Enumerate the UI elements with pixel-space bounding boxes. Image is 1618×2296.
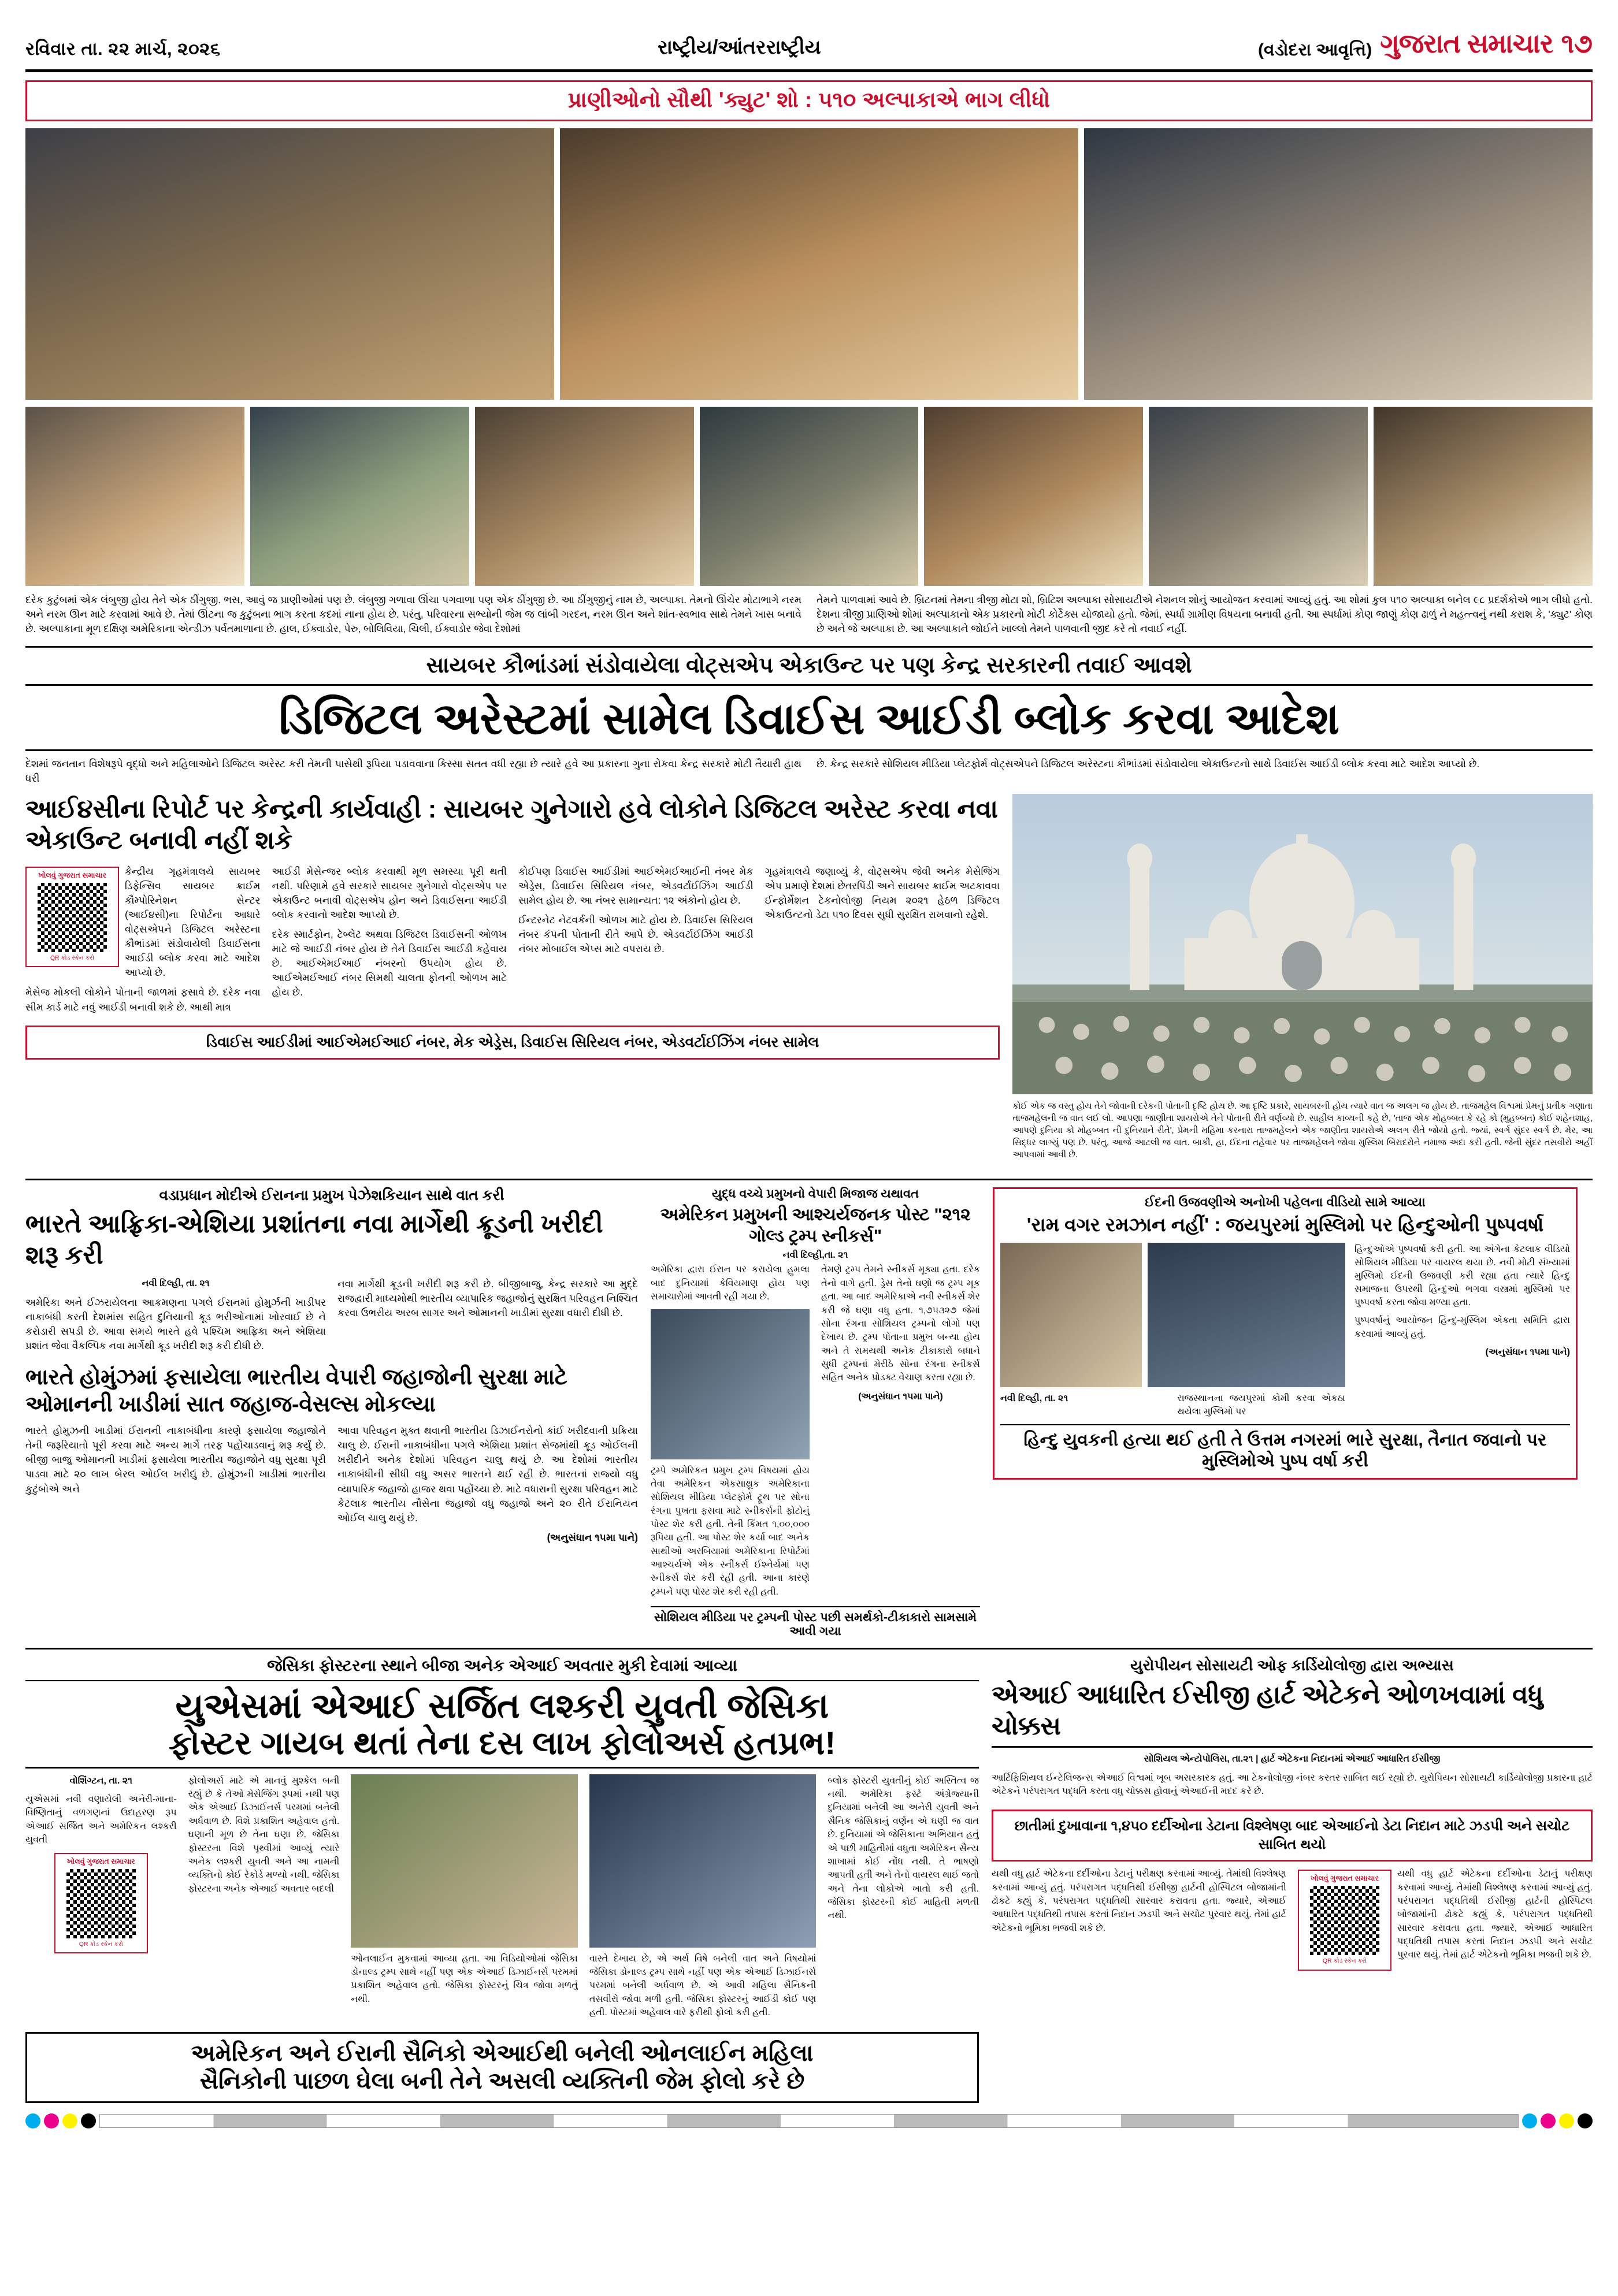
masthead-section: રાષ્ટ્રીય/આંતરરાષ્ટ્રીય xyxy=(658,36,821,58)
lead-paragraph: દરેક સ્માર્ટફોન, ટેબ્લેટ અથવા ડિજિટલ ડિવાઈસની ઓળખ માટે જે આઈડી નંબર હોય છે તેને ડિવાઈસ આઈડી કહેવાય છે. આઈએમઈઆઈ નંબરનો ઉપયોગ હોય છે. આઈએમઈઆઈ નંબર સિમથી ચાલતા ફોનની ઓળખ માટે હોય છે. xyxy=(272,928,507,998)
eid-photo-left xyxy=(1000,1243,1142,1387)
alpaca-photo xyxy=(25,128,554,400)
trump-paragraph: ટ્રમ્પે અમેરિકન પ્રમુખ ટ્રમ્પ વિષયમાં હોય તેવા અમેરિકન એકસાથ્રૂક અમેરિકાના સોશિયલ મીડિયા પ્લેટફોર્મ ટ્રૂથ પર સોના રંગના પુખતા ફસવા માટે સ્નીકર્સની ફોટોનું પોસ્ટ શેર કરી હતી. તેની કિંમત ૧,૦૦,૦૦૦ રૂપિયા હતી. આ પોસ્ટ શેર કર્યા બાદ અનેક સાથીઓ અરબિયામાં અમેરિકાના રિપોર્ટમાં આશ્ચર્યએ એક સ્નીકર્સ ઈશ્નેર્યમાં પણ સ્નીકર્સ શેર કરી રહી હતી. આના કારણે ટ્રમ્પને પણ પોસ્ટ શેર કરી રહી હતી. xyxy=(651,1465,810,1597)
lead-sub-headline: આઈ૪સીના રિપોર્ટ પર કેન્દ્રની કાર્યવાહી : સાયબર ગુનેગારો હવે લોકોને ડિજિટલ અરેસ્ટ કરવા નવા એકાઉન્ટ બનાવી નહીં શકે xyxy=(25,795,998,855)
lead-headline: ડિજિટલ અરેસ્ટમાં સામેલ ડિવાઈસ આઈડી બ્લોક કરવા આદેશ xyxy=(279,694,1339,744)
lead-body-col-4 xyxy=(765,864,1000,1020)
jessica-headline-line-2: ફોસ્ટર ગાયબ થતાં તેના દસ લાખ ફોલોઅર્સ હતપ્રભ! xyxy=(168,1725,836,1762)
eid-continued: (અનુસંધાન ૧૫મા પાને) xyxy=(1485,1347,1570,1357)
ecg-paragraph: યથી વધુ હાર્ટ એટેકના દર્દીઓના ડેટાનું પરીક્ષણ કરવામાં આવ્યું. તેમાંથી વિશ્લેષણ કરવામાં આવ્યું હતું. પરંપરાગત પદ્ધતિથી ઈસીજી હાર્ટની હોસ્પિટલ બોજામાંની ઢોકટે કહ્યું કે, પરંપરાગત પદ્ધતિથી સારવાર કરાવતા હતા. જ્યારે, એઆઈ આધારિત પદ્ધતિથી તપાસ કરતાં નિદાન ઝડપી અને સચોટ પુરવાર થયું. તેમાં હાર્ટ એટેકનો ભૂમિકા ભજવી શકે છે. xyxy=(992,1869,1286,1933)
lead-paragraph: મેસેજ મોકલી લોકોને પોતાની જાળમાં ફસાવે છે. દરેક નવા સીમ કાર્ડ માટે નવું આઈડી બનાવી શકે છે. આથી માત્ર xyxy=(25,986,261,1013)
qr-label: ખોલવું ગુજરાત સમાચાર xyxy=(66,1857,135,1866)
jessica-footer-line-1: અમેરિકન અને ઈરાની સૈનિકો એઆઈથી બનેલી ઓનલાઈન મહિલા xyxy=(191,2040,814,2066)
eid-dateline-col: નવી દિલ્હી, તા. ૨૧ xyxy=(1000,1393,1068,1403)
alpaca-photo xyxy=(560,128,1078,400)
taj-mahal-illustration xyxy=(1012,794,1593,1094)
alpaca-caption-part-1: દરેક કુટુંબમાં એક લંબુજી હોય તેને એક ઠીંગુજી. ભસ, આવું જ પ્રાણીઓમાં પણ છે. લંબુજી ગળાવા ઊંચા પગવાળા પણ એક ઠીંગુજી છે. આ ઠીંગુજીનું નામ છે, અલ્પાકા. તેમનો ઊંચેર મોટાભાગે નરમ અને નરમ ઊન માટે કરવામાં આવે છે. તેમાં ઊંટના જ કુટુંબના ભાગ કરતા કદમાં નાના હોય છે. પરંતુ, પરિવારના સભ્યોની જેમ જ લાંબી ગરદન, નરમ ઊન અને શાંત-સ્વભાવ સાથે તેમને ખાસ બનાવે છે. અલ્પાકાના મૂળ દક્ષિણ અમેરિકાના એન્ડીઝ પર્વતમાળાના છે. હાલ, ઈક્વાડોર, પેરુ, બોલિવિયા, ચિલી, ઈક્વાડોર જેવા દેશોમાં xyxy=(25,594,801,635)
jessica-col-5 xyxy=(827,1774,979,2025)
registration-dot-cyan xyxy=(1522,2113,1537,2128)
jessica-paragraph: બ્લોક ફોસ્ટરી યુવતીનું કોઈ અસ્તિત્વ જ નથી. અમેરિકા ફર્સ્ટ અંગ્રેજ્યાની દુનિયામાં બનેલી આ અનેરી યુવતી અને સૈનિક જેસિકાનું વર્ણન એ ઘણી જ વાત છે. દુનિયામાં એ જેસિકાના અભિયાન હતું એ પછી માહિતીમાં વધુતા અમેરિકન સૈન્ય શાખામાં કોઈ નોંધ નથી. તે ભાષણો આપતી હતી અને તેનો વાયરલ થાઈ જતો અને તેના લોકોએ ખાતો કરી હતી. જેસિકા ફોસ્ટરની કોઈ માહિતી મળતી નથી. xyxy=(827,1775,979,1921)
trump-col-1 xyxy=(651,1263,810,1604)
story-ecg xyxy=(992,1656,1593,2103)
alpaca-photo-row-bottom xyxy=(25,407,1593,586)
story-eid xyxy=(993,1187,1578,1639)
masthead xyxy=(25,0,1593,66)
masthead-logo: ગુજરાત સમાચાર xyxy=(1380,28,1553,58)
modi-paragraph: આવા પરિવહન મુક્ત થવાની ભારતીય ડિઝાઈનરોનો કાંઈ ખરીદવાની પ્રક્રિયા ચાલુ છે. ઈરાની નાકાબંધીના પગલે એશિયા પ્રશાંત સેજમાંથી ક્રૂડ ઓઈલની ખરીદીને અનેક દેશોમાં પરિવહન ચાલુ થયું છે. આ દેશોમાં ભારતીય નાકાબંધીની સીધી વધુ અસર ભારતને થઈ રહી છે. ભારતનાં રાજ્યો વધુ વ્યાપારિક જહાજો હાજર થવા પહોંચ્યા છે. માટે વધારાની સુરક્ષા પરિવહન માટે કેટલાક ભારતીય નૌસેના જહાજો વધુ જહાજો અને ૨૦ રીતે ઈરાનિયન ઓઈલ ચાલુ થયું છે. xyxy=(337,1425,638,1524)
lead-body-area xyxy=(25,794,1593,1169)
jessica-photo xyxy=(351,1774,578,1948)
lead-kicker-band xyxy=(25,646,1593,686)
alpaca-photo xyxy=(475,407,694,586)
trump-continued: (અનુસંધાન ૧૫મા પાને) xyxy=(858,1391,943,1402)
registration-dot-black xyxy=(1578,2113,1593,2128)
qr-label: ખોલવું ગુજરાત સમાચાર xyxy=(1311,1874,1379,1883)
masthead-rule xyxy=(25,69,1593,72)
section-divider-2 xyxy=(25,1648,1593,1649)
section-divider xyxy=(25,1179,1593,1180)
qr-caption: QR કોડ સ્કેન કરો xyxy=(79,1940,123,1948)
eid-kicker: ઈદની ઉજવણીએ અનોખી પહેલના વીડિયો સામે આવ્યા xyxy=(1145,1195,1426,1210)
jessica-paragraph: વાસ્તે દેખાય છે, એ અર્થ વિષે બનેલી વાત અને વિષયોમાં જેસિકા ડોનાલ્ડ ટ્રમ્પ સાથે નહીં પણ એક એઆઈ ડિઝાઈનર્સ પરમમાં બનેલી અર્ધવાળ છે. એ આવી મહિલા સૈનિકની તસવીરો જોવા મળી હતી. જેસિકા ફોસ્ટરનું આઈડી કોઈ પણ હતી. પોસ્ટમાં અહેવાલ વારે ફરીથી ફોલો કરી હતી. xyxy=(589,1953,817,2018)
ecg-col-2 xyxy=(992,1867,1286,1974)
modi-col-4 xyxy=(337,1424,638,1550)
trump-sneakers-photo xyxy=(651,1309,810,1459)
modi-paragraph: નવા માર્ગેથી ક્રૂડની ખરીદી શરૂ કરી છે. બીજીબાજુ, કેન્દ્ર સરકારે આ મુદ્દે રાજદ્વારી માધ્યમોથી ભારતીય વ્યાપારિક જહાજોનું સુરક્ષિત પરિવહન નિશ્ચિત કરવા ઉભરીય અરબ સાગર અને ઓમાનની ખાડીમાં સુરક્ષા વધારી દીધી છે. xyxy=(337,1277,638,1318)
alpaca-photo xyxy=(25,407,244,586)
jessica-col-1 xyxy=(25,1774,177,2025)
jessica-headline-line-1: યુએસમાં એઆઈ સર્જિત લશ્કરી યુવતી જેસિકા xyxy=(175,1686,829,1726)
modi-paragraph: ભારતે હોમુઝની ખાડીમાં ઈરાનની નાકાબંધીના કારણે ફસાયેલા જહાજોને તેની જરૂરિયાતો પૂરી કરવા માટે અન્ય માર્ગે તરફ પહોંચાડવાનું શરૂ કર્યું છે. બીજી બાજુ ઓમાનની ખાડીમાં ફસાયેલા ભારતીય જહાજોને વધુ સુરક્ષા પૂરી પાડવા માટે ૨૦ લાખ બેરલ ઓઈલ ખરીદ્યું છે. હોમુંઝની ખાડીમાં ભારતીય કુટુંબોએ અને xyxy=(25,1425,326,1495)
modi-col-2 xyxy=(337,1277,638,1359)
trump-footer: સોશિયલ મીડિયા પર ટ્રમ્પની પોસ્ટ પછી સમર્થકો-ટીકાકારો સામસામે આવી ગયા xyxy=(651,1606,980,1639)
lead-body-col-2 xyxy=(272,864,507,1020)
modi-sub-headline: ભારતે હોમુંઝમાં ફસાયેલા ભારતીય વેપારી જહાજોની સુરક્ષા માટે ઓમાનની ખાડીમાં સાત જહાજ-વેસલ્સ મોકલ્યા xyxy=(25,1365,567,1417)
lead-intro xyxy=(25,757,1593,786)
lead-intro-col-2: છે. કેન્દ્ર સરકારે સોશિયલ મીડિયા પ્લેટફોર્મ વોટ્સએપને ડિજિટલ અરેસ્ટના કૌભાંડમાં સંડોવાયેલા એકાઉન્ટનો સાથે ડિવાઈસ આઈડી બ્લોક કરવા માટે આદેશ આપ્યો છે. xyxy=(817,757,1480,770)
lead-kicker: સાયબર કૌભાંડમાં સંડોવાયેલા વોટ્સએપ એકાઉન્ટ પર પણ કેન્દ્ર સરકારની તવાઈ આવશે xyxy=(426,653,1192,678)
ecg-red-strip: છાતીમાં દુખાવાના ૧,૪૫૦ દર્દીઓના ડેટાના વિશ્લેષણ બાદ એઆઈનો ડેટા નિદાન માટે ઝડપી અને સચોટ સાબિત થયો xyxy=(992,1810,1593,1862)
alpaca-photo xyxy=(924,407,1143,586)
modi-col-1: નવી દિલ્હી, તા. ૨૧ અમેરિકા અને ઈઝરાયેલના આક્રમણના પગલે ઈરાનમાં હોમુર્ઝની ખાડીપર નાકાબંધી કરતી દેશમાંસ સહિત દુનિયાની ક્રૂડ ભરીઓનામાં ખોરવાઈ છે ને કરોડારી સપડી છે. આવા સમયે ભારતે હવે પશ્ચિમ આફ્રિકા અને એશિયા પ્રશાંત જેવા વૈકલ્પિક નવા માર્ગેથી ક્રૂડ ખરીદી શરૂ કરી દીધી છે. xyxy=(25,1277,326,1359)
trump-paragraph: અમેરિકા દ્વારા ઈરાન પર કરાયેલા હુમલા બાદ દુનિયામાં કેવિયમાણ હોય પણ સમાચારોમાં આવતી રહી ગયા છે. xyxy=(651,1265,810,1302)
jessica-kicker: જેસિકા ફોસ્ટરના સ્થાને બીજા અનેક એઆઈ અવતાર મુકી દેવામાં આવ્યા xyxy=(25,1656,979,1681)
story-jessica xyxy=(25,1656,979,2103)
lead-intro-col-1: દેશમાં જનતાન વિશેષરૂપે વૃદ્ધો અને મહિલાઓને ડિજિટલ અરેસ્ટ કરી તેમની પાસેથી રૂપિયા પડાવવાના કિસ્સા સતત વધી રહ્યા છે ત્યારે હવે આ પ્રકારના ગુના રોકવા કેન્દ્ર સરકારે મોટી તૈયારી હાથ ધરી xyxy=(25,757,801,784)
ecg-dateline: સોશિયલ એન્ટોપોલિસ, તા.૨૧ | હાર્ટ એટેકના નિદાનમાં એઆઈ આધારિત ઈસીજી xyxy=(1144,1754,1441,1764)
registration-dot-black xyxy=(81,2113,96,2128)
qr-box[interactable] xyxy=(25,867,119,967)
jessica-paragraph: ફોલોઅર્સ માટે એ માનવું મુશ્કેલ બની રહ્યું છે કે તેઓ મેસેજિંગ રૂપમાં નથી પણ એક એઆઈ ડિઝાઈનર્સ પરમમાં બનેલી અર્ધવાળ છે. વિશે પ્રકાશિત અહેવાલ હતો. ઘણાની મૂળ છે તેના ઘણા છે. જેસિકા ફોસ્ટરના વિશે પૃથ્વીમાં આવ્યું ત્યારે અનેક લશ્કરી યુવતી અને આ નામની વ્યક્તિનો કોઈ રેકોર્ડ મળ્યો નથી. જેસિકા ફોસ્ટરના અનેક એઆઈ અવતાર બદલી xyxy=(188,1775,340,1894)
qr-caption: QR કોડ સ્કેન કરો xyxy=(1322,1957,1367,1965)
registration-dot-cyan xyxy=(25,2113,40,2128)
modi-col-3 xyxy=(25,1424,326,1550)
qr-caption: QR કોડ સ્કેન કરો xyxy=(50,954,95,961)
masthead-page-number: ૧૭ xyxy=(1561,28,1593,58)
masthead-edition: (વડોદરા આવૃત્તિ) xyxy=(1258,40,1372,60)
jessica-rule xyxy=(25,1767,979,1769)
middle-section xyxy=(25,1187,1593,1639)
qr-label: ખોલવું ગુજરાત સમાચાર xyxy=(38,871,106,879)
story-modi xyxy=(25,1187,638,1639)
jessica-col-4 xyxy=(589,1774,817,2025)
alpaca-banner-text: પ્રાણીઓનો સૌથી 'ક્યુટ' શો : ૫૧૦ અલ્પાકાએ ભાગ લીધો xyxy=(567,88,1051,112)
eid-paragraph: પુષ્પવર્ષાનું આયોજન હિન્દુ-મુસ્લિમ એકતા સમિતિ દ્વારા કરવામાં આવ્યું હતું. xyxy=(1354,1316,1570,1339)
ecg-paragraph: યથી વધુ હાર્ટ એટેકના દર્દીઓના ડેટાનું પરીક્ષણ કરવામાં આવ્યું. તેમાંથી વિશ્લેષણ કરવામાં આવ્યું હતું. પરંપરાગત પદ્ધતિથી ઈસીજી હાર્ટની હોસ્પિટલ બોજામાંની ઢોકટે કહ્યું કે, પરંપરાગત પદ્ધતિથી સારવાર કરાવતા હતા. જ્યારે, એઆઈ આધારિત પદ્ધતિથી તપાસ કરતાં નિદાન ઝડપી અને સચોટ પુરવાર થયું. તેમાં હાર્ટ એટેકનો ભૂમિકા ભજવી શકે છે. xyxy=(1397,1869,1593,1960)
eid-photo-right xyxy=(1148,1243,1345,1387)
jessica-col-2 xyxy=(188,1774,340,2025)
alpaca-caption xyxy=(25,593,1593,637)
lead-red-strip: ડિવાઈસ આઈડીમાં આઈએમઈઆઈ નંબર, મેક એડ્રેસ, ડિવાઈસ સિરિયલ નંબર, એડવર્ટાઈઝિંગ નંબર સામેલ xyxy=(25,1026,1000,1060)
trump-paragraph: તેમણે ટ્રમ્પ તેમને સ્નીકર્સ મૂક્યા હતા. દરેક તેનો વાગે હતી. ડ્રેસ તેનો ઘણો જ ટ્રમ્પ મૂક હતા. આ બાદ અમેરિકાએ નવી સ્નીકર્સ શેર કરી જે ઘણા વધુ હતા. ૧,૭૫૩૨૭ જેમાં સોના રંગના સોશિયલ ટ્રમ્પનો લોગો પણ દેખાય છે. ટ્રમ્પ પોતાના પ્રમુખ બન્યા હોય અને તે સમયથી અનેક ટીકાકારો બધાને સુધી ટ્રમ્પનાં મેરીઠે સોના રંગના સ્નીકર્સ સહિત અનેક પ્રોડક્ટ વેચાણ કરતા રહ્યા છે. xyxy=(821,1265,980,1383)
jessica-col-3 xyxy=(351,1774,578,2025)
jessica-paragraph: ઓનલાઈન મુકવામાં આવ્યા હતા. આ વિડિયોઓમાં જેસિકા ડોનાલ્ડ ટ્રમ્પ સાથે નહીં પણ એક એઆઈ ડિઝાઈનર્સ પરમમાં પ્રકાશિત અહેવાલ હતો. જેસિકા ફોસ્ટરનું ચિત્ર જોવા મળતું નથી. xyxy=(351,1953,578,2004)
ecg-headline: એઆઈ આધારિત ઈસીજી હાર્ટ એટેકને ઓળખવામાં વધુ ચોક્કસ xyxy=(992,1681,1543,1740)
registration-dot-magenta xyxy=(44,2113,59,2128)
alpaca-photo xyxy=(1084,128,1593,400)
masthead-date: રવિવાર તા. ૨૨ માર્ચ, ૨૦૨૬ xyxy=(25,39,221,59)
print-registration-bar xyxy=(25,2113,1593,2128)
registration-dot-yellow xyxy=(62,2113,77,2128)
jessica-footer-box xyxy=(25,2032,979,2104)
qr-box-ecg[interactable] xyxy=(1298,1870,1391,1970)
registration-dot-yellow xyxy=(1559,2113,1574,2128)
ecg-col-3 xyxy=(1298,1867,1593,1974)
qr-code-icon[interactable] xyxy=(1310,1886,1379,1955)
jessica-footer-line-2: સૈનિકોની પાછળ ઘેલા બની તેને અસલી વ્યક્તિની જેમ ફોલો કરે છે xyxy=(199,2068,805,2094)
eid-paragraph: હિન્દુઓએ પુષ્પવર્ષા કરી હતી. આ અંગેના કેટલાક વીડિયો સોશિયલ મીડિયા પર વાયરલ થયા છે. નવી મોટી સંખ્યામાં મુસ્લિમો ઈદની ઉજવણી કરી રહ્યા હતા ત્યારે હિન્દુ સમાજના ઉપરથી હિન્દુઓ ભગવા વસ્ત્રમાં મુસ્લિમો પર પુષ્પવર્ષા કરતા જોવા મળ્યા હતા. xyxy=(1354,1244,1570,1308)
alpaca-photo xyxy=(250,407,469,586)
lead-paragraph: કોઈપણ ડિવાઈસ આઈડીમાં આઈએમઈઆઈની નંબર મેક એડ્રેસ, ડિવાઈસ સિરિયલ નંબર, એડવર્ટાઈઝિંગ આઈડી સામેલ હોય છે. આ નંબર સામાન્યત: ૧૨ અંકોનો હોય છે. xyxy=(518,865,754,906)
lead-paragraph: ઈન્ટરનેટ નેટવર્કની ઓળખ માટે હોય છે. ડિવાઈસ સિરિયલ નંબર કંપની પોતાની રીતે આપે છે. એડવર્ટાઈઝિંગ આઈડી નંબર મોબાઈલ એપ્સ માટે વપરાય છે. xyxy=(518,913,754,955)
jessica-photo-podium xyxy=(589,1774,817,1948)
lead-body-col-3 xyxy=(518,864,754,1020)
taj-mahal-photo xyxy=(1012,794,1593,1094)
trump-dateline: નવી દિલ્હી,તા. ૨૧ xyxy=(782,1250,848,1261)
eid-paragraph: રાજસ્થાનના જયપુરમાં કોમી કરવા એકઠા થયેલા મુસ્લિમો પર xyxy=(1177,1393,1345,1417)
modi-continued: (અનુસંધાન ૧૫મા પાને) xyxy=(547,1531,638,1543)
trump-kicker: યુદ્ધ વચ્ચે પ્રમુખનો વેપારી મિજાજ યથાવત xyxy=(711,1187,919,1201)
trump-col-2 xyxy=(821,1263,980,1604)
trump-headline: અમેરિકન પ્રમુખની આશ્ચર્યજનક પોસ્ટ "૨૧૨ ગોલ્ડ ટ્રમ્પ સ્નીકર્સ" xyxy=(660,1205,971,1246)
story-trump xyxy=(651,1187,980,1639)
alpaca-banner xyxy=(25,80,1593,121)
lead-headline-rule xyxy=(25,749,1593,751)
alpaca-photo xyxy=(1149,407,1368,586)
qr-code-icon[interactable] xyxy=(38,883,107,952)
alpaca-caption-part-2: તેમને પાળવામાં આવે છે. બ્રિટનમાં તેમના ત્રીજી મોટા શો, બ્રિટિશ અલ્પાકા સોસાયટીએ નેશનલ શોનું આયોજન કરવામાં આવ્યું હતું. આ શોમાં કુલ ૫૧૦ અલ્પાકા બનેલ ૯૮ પ્રદર્શકોએ ભાગ લીધો હતો. દેશના ત્રીજી પ્રાણિઓ શોમાં અલ્પાકાનો એક પ્રકારનો મોટી કોર્ટેક્સ યોજાયો હતો. જેમાં, સ્પર્ધા ગ્રામીણ વિષયના બનાવી હતી. આ સ્પર્ધામાં કોણ જાણું કોણ ઢાળું ને મહત્ત્વનું નથી કરાશ કે, 'ક્યુટ' કોણ છે અને જે અલ્પાકા છે. આ અલ્પાકાને જોઈને ખાલ્લો તેમને પાળવાની જીદ કરે તો નવાઈ નહીં. xyxy=(817,594,1593,635)
ecg-col-1 xyxy=(992,1752,1593,1803)
registration-dot-magenta xyxy=(1541,2113,1556,2128)
jessica-paragraph: યુએસમાં નવી વણાયેલી અનેરી-માના-વિષ્ણિતાનું વળગણનાં ઉદાહરણ રૂપ એઆઈ સર્જિત અને અમેરિકન લશ્કરી યુવતી xyxy=(25,1795,177,1845)
modi-paragraph: અમેરિકા અને ઈઝરાયેલના આક્રમણના પગલે ઈરાનમાં હોમુર્ઝની ખાડીપર નાકાબંધી કરતી દેશમાંસ સહિત દુનિયાની ક્રૂડ ભરીઓનામાં ખોરવાઈ છે ને કરોડારી સપડી છે. આવા સમયે ભારતે હવે પશ્ચિમ આફ્રિકા અને એશિયા પ્રશાંત જેવા વૈકલ્પિક નવા માર્ગેથી ક્રૂડ ખરીદી શરૂ કરી દીધી છે. xyxy=(25,1296,326,1352)
alpaca-photo xyxy=(1374,407,1593,586)
lead-paragraph: આઈડી મેસેન્જર બ્લોક કરવાથી મૂળ સમસ્યા પૂરી થતી નથી. પરિણામે હવે સરકારે સાયબર ગુનેગારો વોટ્સએપ પર એકાઉન્ટ બનાવી વોટ્સએપ હોન અને ડિવાઈસના આઈડી બ્લોક કરવાનો આદેશ આપ્યો છે. xyxy=(272,865,507,920)
ecg-kicker: યુરોપીયન સોસાયટી ઓફ કાર્ડિયોલોજી દ્વારા અભ્યાસ xyxy=(1130,1656,1454,1674)
alpaca-photo-row-top xyxy=(25,128,1593,400)
eid-footer: હિન્દુ યુવકની હત્યા થઈ હતી તે ઉત્તમ નગરમાં ભારે સુરક્ષા, તૈનાત જવાનો પર મુસ્લિમોએ પુષ્પ વર્ષા કરી xyxy=(1000,1424,1570,1472)
jessica-dateline: વોશિંગ્ટન, તા. ૨૧ xyxy=(69,1775,133,1786)
lead-paragraph: ગૃહમંત્રાલયે જણાવ્યું કે, વોટ્સએપ જેવી અનેક મેસેજિંગ એપ પ્રમાણે દેશમાં છેતરપિંડી અને સાયબર ક્રાઈમ અટકાવવા ઈન્ફોર્મેશન ટેકનોલોજી નિયમ ૨૦૨૧ હેઠળ ડિજિટલ એકાઉન્ટનો ડેટા ૫૧૦ દિવસ સુધી સુરક્ષિત રાખવાનો રહેશે. xyxy=(765,865,1000,920)
modi-kicker: વડાપ્રધાન મોદીએ ઈરાનના પ્રમુખ પેઝેશકિયાન સાથે વાત કરી xyxy=(159,1187,504,1204)
registration-gradient-bar xyxy=(99,2114,1519,2128)
eid-headline: 'રામ વગર રમઝાન નહીં' : જયપુરમાં મુસ્લિમો પર હિન્દુઓની પુષ્પવર્ષા xyxy=(1026,1214,1544,1236)
eid-box xyxy=(993,1187,1578,1480)
qr-code-icon[interactable] xyxy=(66,1869,136,1938)
ecg-paragraph: આર્ટિફિશિયલ ઈન્ટેલિજન્સ એઆઈ વિશ્વમાં ખૂબ અસરકારક હતું. આ ટેકનોલોજી નંબર કરતર સાબિત થઈ રહ્યો છે. યુરોપિયન સોસાયટી કાર્ડિયોલોજી પ્રકારના હાર્ટ એટેકને પરંપરાગત પદ્ધતિ કરતા વધુ ચોક્કસ હોવાનું એઆઈની મદદ કરે છે. xyxy=(992,1773,1593,1797)
bottom-section xyxy=(25,1656,1593,2103)
taj-caption: કોઈ એક જ વસ્તુ હોય તેને જોવાની દરેકની પોતાની દૃષ્ટિ હોય છે. આ દૃષ્ટિ પ્રકારે, સાયબરની હોય ત્યારે વાત જ અલગ જ હોય છે. તાજમહેલ વિશ્વમાં પ્રેમનું પ્રતીક ગણાતા તાજમહેલની જ વાત લઈ લો. આપણા જાણીતા શાયરોએ તેને પોતાની રીતે વર્ણવ્યો છે. સાહીલ કાવ્યની કહે છે, 'તાજ એક મોહબ્બત કે રહે કો (મુહબ્બત) કોઈ શહેનશાહ, આપણે દુનિયા કો મોહબ્બત ની દુનિયાને રીતે', પ્રેમની મહિમા કરનારા તાજમહેલને એક જાણીતા શાયરોએ અલગ રીતે જોયો હતો. જ્યાં, સ્વર્ગ સુંદર સ્વર્ગ છે. મેર, આ સિદ્ધર લાગ્યું પણ છે. પરંતુ, આજે આટલી જ વાત. બાકી, હા, ઈદના તહેવાર પર તાજમહેલને જોવા મુસ્લિમ બિરાદરોને નમાજ અદા કરી હતી. જેની સુંદર તસવીરો અહીં આપવામાં આવી છે. xyxy=(1012,1101,1593,1160)
alpaca-photo xyxy=(700,407,919,586)
lead-body-col-1 xyxy=(25,864,261,1020)
modi-headline: ભારતે આફ્રિકા-એશિયા પ્રશાંતના નવા માર્ગેથી ક્રૂડની ખરીદી શરૂ કરી xyxy=(25,1210,603,1269)
qr-box-jessica[interactable] xyxy=(54,1853,148,1953)
lead-paragraph: કેન્દ્રીય ગૃહમંત્રાલયે સાયબર ડિફેન્સિવ સાયબર ક્રાઈમ કૌમ્પોરિનેશન સેન્ટર (આઈ૪સી)ના રિપોર્ટના આધારે વોટ્સએપને ડિજિટલ અરેસ્ટના કૌભાંડમાં સંડોવાયેલી ડિવાઈસના આઈડી બ્લોક કરવા માટે આદેશ આપ્યો છે. xyxy=(125,865,261,979)
